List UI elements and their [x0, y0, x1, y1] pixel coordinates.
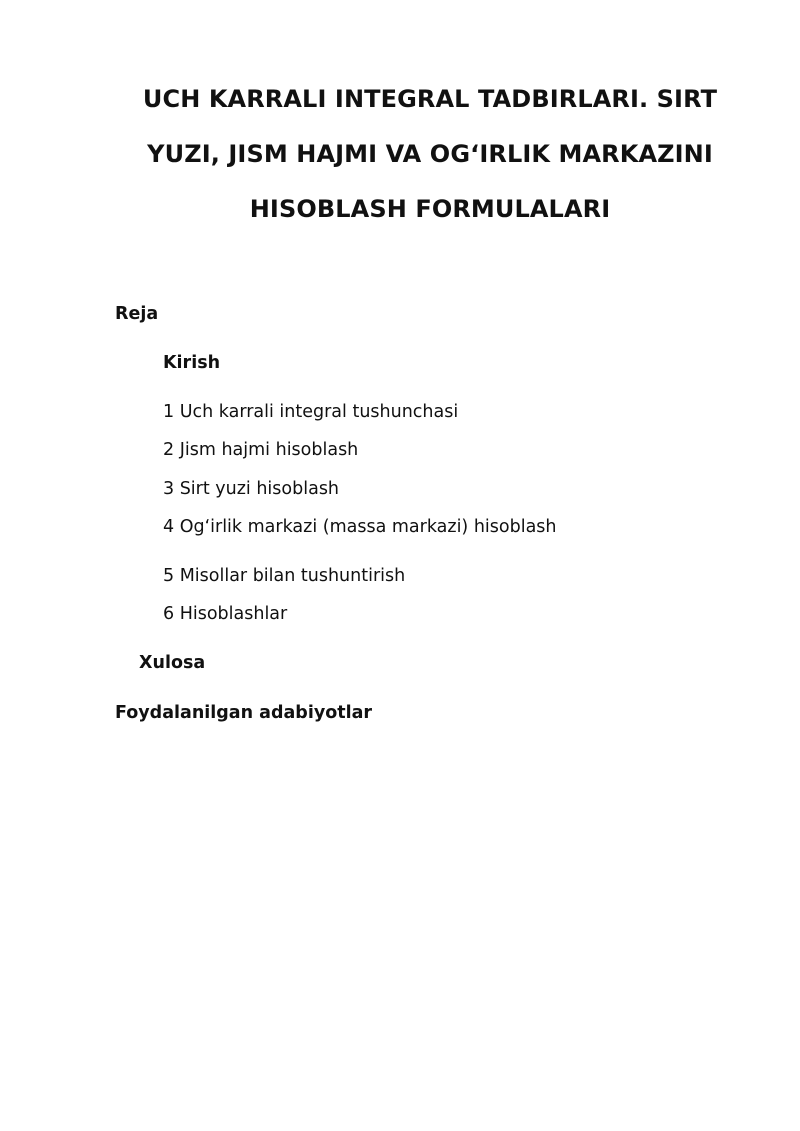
title-line-1: UCH KARRALI INTEGRAL TADBIRLARI. SIRT [142, 85, 718, 113]
plan-heading: Reja [115, 304, 159, 324]
plan-item-6: 6 Hisoblashlar [163, 604, 288, 624]
conclusion-heading: Xulosa [139, 653, 206, 673]
plan-item-5: 5 Misollar bilan tushuntirish [163, 566, 406, 586]
title-line-3: HISOBLASH FORMULALARI [249, 195, 611, 223]
plan-item-4: 4 Og‘irlik markazi (massa markazi) hisoblash [163, 517, 557, 537]
plan-item-1: 1 Uch karrali integral tushunchasi [163, 402, 459, 422]
plan-item-2: 2 Jism hajmi hisoblash [163, 440, 359, 460]
title-line-2: YUZI, JISM HAJMI VA OG‘IRLIK MARKAZINI [147, 140, 713, 168]
intro-heading: Kirish [163, 353, 221, 373]
references-heading: Foydalanilgan adabiyotlar [115, 703, 373, 723]
plan-item-3: 3 Sirt yuzi hisoblash [163, 479, 340, 499]
document-title [125, 72, 735, 237]
